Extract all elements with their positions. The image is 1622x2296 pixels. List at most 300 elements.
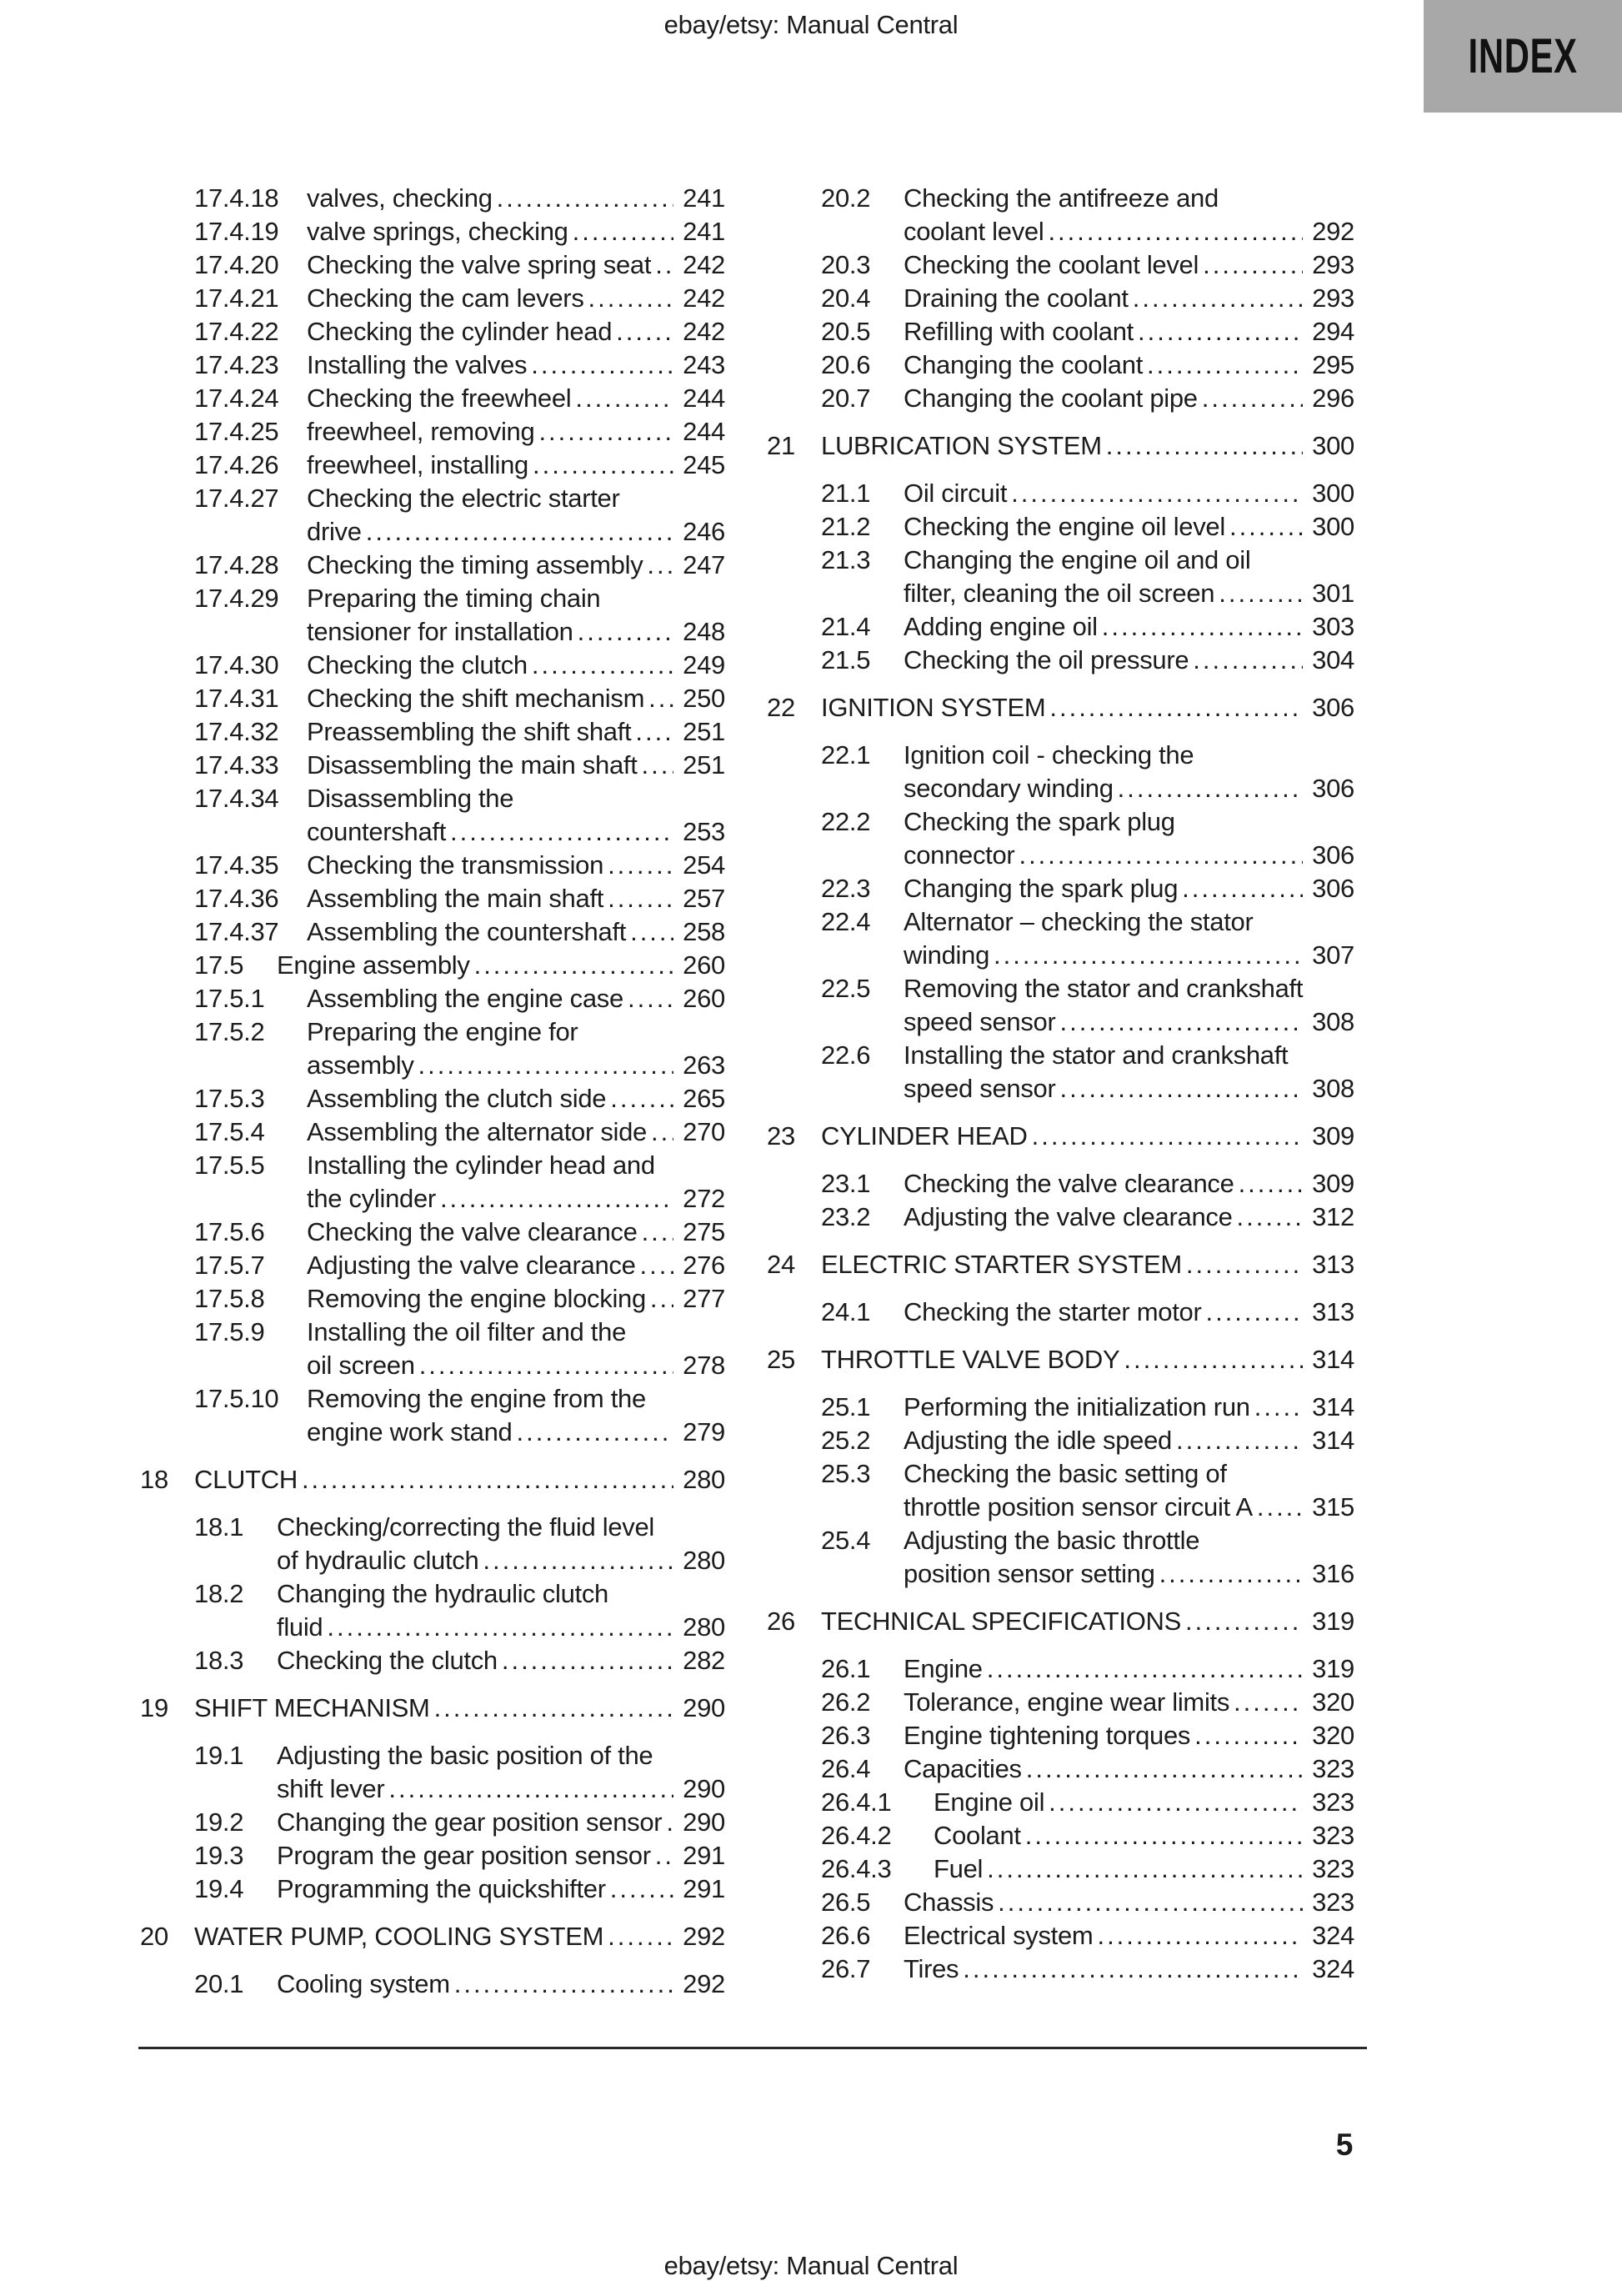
toc-entry-line [307, 782, 725, 815]
toc-entry-title: Engine oil [934, 1787, 1045, 1817]
toc-entry-title: Installing the stator and crankshaft [904, 1040, 1289, 1070]
toc-entry-line [307, 649, 725, 682]
toc-entry-number: 22.2 [821, 807, 871, 836]
toc-entry-page: 306 [1312, 874, 1354, 903]
page-number: 5 [1335, 2128, 1353, 2162]
dot-leader [497, 182, 673, 215]
toc-entry [140, 1149, 725, 1216]
toc-entry-line [307, 1349, 725, 1382]
toc-entry-title: Changing the hydraulic clutch [277, 1579, 608, 1608]
toc-entry-line [307, 982, 725, 1015]
toc-entry-page: 303 [1312, 612, 1354, 641]
dot-leader [1202, 382, 1303, 415]
toc-entry [767, 1686, 1354, 1719]
dot-leader [647, 549, 673, 582]
toc-entry-title: Engine tightening torques [904, 1721, 1191, 1750]
toc-entry-line [307, 849, 725, 882]
toc-entry [767, 1786, 1354, 1819]
toc-entry-number: 20.1 [194, 1969, 244, 1998]
toc-entry-title: Adjusting the idle speed [904, 1426, 1172, 1455]
toc-entry [140, 248, 725, 282]
toc-entry-page: 309 [1312, 1169, 1354, 1198]
toc-entry-line [904, 1457, 1354, 1491]
toc-entry [140, 1739, 725, 1806]
toc-entry-title: Checking the cam levers [307, 283, 584, 313]
toc-entry-title: freewheel, installing [307, 450, 528, 479]
toc-entry [767, 1953, 1354, 1986]
toc-entry [767, 644, 1354, 677]
dot-leader [1025, 1819, 1303, 1852]
toc-entry [140, 1316, 725, 1382]
toc-entry-number: 17.4.20 [194, 250, 279, 279]
toc-entry-number: 17.4.34 [194, 784, 279, 813]
dot-leader [616, 315, 673, 348]
toc-entry-title: Assembling the engine case [307, 984, 623, 1013]
toc-entry-title: Programming the quickshifter [277, 1874, 606, 1903]
toc-entry [767, 972, 1354, 1039]
dot-leader [642, 1216, 673, 1249]
toc-entry-line [904, 1719, 1354, 1752]
toc-entry-number: 24 [767, 1250, 795, 1279]
toc-entry-line [934, 1852, 1354, 1886]
toc-entry-title: Coolant [934, 1821, 1021, 1850]
toc-entry-line [277, 1739, 725, 1772]
toc-entry-title: Checking the starter motor [904, 1297, 1202, 1326]
dot-leader [1203, 248, 1303, 282]
dot-leader [418, 1049, 673, 1082]
toc-entry-title: speed sensor [904, 1007, 1056, 1036]
toc-entry-number: 17.4.22 [194, 317, 279, 346]
dot-leader [1011, 477, 1303, 510]
toc-entry-line [904, 1005, 1354, 1039]
dot-leader [1186, 1248, 1303, 1281]
toc-entry-number: 19.3 [194, 1841, 244, 1870]
toc-entry-page: 294 [1312, 317, 1354, 346]
toc-entry-title: Adjusting the basic position of the [277, 1741, 653, 1770]
toc-entry-number: 17.4.19 [194, 217, 279, 246]
toc-entry-number: 17.5.8 [194, 1284, 265, 1313]
toc-entry-page: 280 [683, 1546, 725, 1575]
toc-entry-line [307, 1382, 725, 1416]
toc-entry-number: 25.4 [821, 1526, 871, 1555]
toc-entry-page: 301 [1312, 579, 1354, 608]
footer-divider [138, 2047, 1367, 2049]
dot-leader [1237, 1201, 1303, 1234]
toc-entry-line [904, 805, 1354, 839]
toc-entry-line [904, 644, 1354, 677]
toc-entry-number: 20 [140, 1922, 168, 1951]
toc-entry-page: 263 [683, 1050, 725, 1080]
toc-entry-number: 17.4.25 [194, 417, 279, 446]
toc-entry-title: Checking the spark plug [904, 807, 1175, 836]
dot-leader [302, 1463, 673, 1496]
toc-entry-number: 21.5 [821, 645, 871, 674]
toc-entry-line [307, 682, 725, 715]
toc-entry-number: 17.4.29 [194, 584, 279, 613]
toc-entry-page: 309 [1312, 1121, 1354, 1151]
toc-entry-page: 316 [1312, 1559, 1354, 1588]
toc-entry-number: 22.3 [821, 874, 871, 903]
toc-entry [140, 782, 725, 849]
toc-entry-line [277, 1839, 725, 1872]
toc-entry-line [277, 1806, 725, 1839]
toc-entry-title: valves, checking [307, 183, 493, 213]
toc-entry-title: Removing the stator and crankshaft [904, 974, 1304, 1003]
toc-entry-title: LUBRICATION SYSTEM [821, 431, 1102, 460]
toc-entry-title: Engine assembly [277, 950, 470, 980]
toc-entry [140, 1382, 725, 1449]
toc-entry-page: 242 [683, 250, 725, 279]
toc-entry-page: 251 [683, 750, 725, 780]
toc-entry-page: 245 [683, 450, 725, 479]
header-document-title: ebay/etsy: Manual Central [663, 10, 959, 39]
toc-entry [140, 1806, 725, 1839]
toc-entry-line [821, 1248, 1354, 1281]
toc-entry-page: 280 [683, 1612, 725, 1642]
dot-leader [419, 1349, 673, 1382]
toc-entry-line [904, 610, 1354, 644]
toc-entry-line [307, 382, 725, 415]
toc-entry [140, 1839, 725, 1872]
toc-entry-line [307, 582, 725, 615]
toc-entry-title: Alternator – checking the stator [904, 907, 1254, 936]
toc-entry-number: 21.4 [821, 612, 871, 641]
toc-entry-page: 250 [683, 684, 725, 713]
toc-entry-line [307, 315, 725, 348]
toc-entry-line [194, 1920, 725, 1953]
toc-entry-title: oil screen [307, 1351, 415, 1380]
toc-entry-page: 308 [1312, 1007, 1354, 1036]
toc-entry-page: 270 [683, 1117, 725, 1146]
dot-leader [573, 215, 673, 248]
toc-entry-line [904, 544, 1354, 577]
dot-leader [1124, 1343, 1303, 1376]
toc-entry-page: 300 [1312, 431, 1354, 460]
toc-entry-page: 242 [683, 317, 725, 346]
toc-entry-line [904, 1201, 1354, 1234]
toc-entry-page: 323 [1312, 1854, 1354, 1883]
toc-entry-page: 293 [1312, 283, 1354, 313]
dot-leader [1060, 1005, 1303, 1039]
toc-entry-page: 244 [683, 417, 725, 446]
toc-entry-line [904, 1039, 1354, 1072]
toc-entry-line [904, 182, 1354, 215]
toc-entry-line [277, 1611, 725, 1644]
dot-leader [998, 1886, 1303, 1919]
toc-entry-line [904, 577, 1354, 610]
dot-leader [474, 949, 673, 982]
toc-entry-title: Assembling the main shaft [307, 884, 604, 913]
toc-entry-number: 19.4 [194, 1874, 244, 1903]
toc-entry-number: 20.2 [821, 183, 871, 213]
toc-entry-number: 26.7 [821, 1954, 871, 1983]
toc-entry-line [904, 972, 1354, 1005]
toc-entry-title: WATER PUMP, COOLING SYSTEM [194, 1922, 604, 1951]
toc-entry-line [904, 1524, 1354, 1557]
toc-entry-number: 26.4 [821, 1754, 871, 1783]
toc-entry-title: coolant level [904, 217, 1044, 246]
toc-entry-page: 293 [1312, 250, 1354, 279]
toc-entry-line [904, 1072, 1354, 1105]
toc-entry [767, 691, 1354, 724]
toc-entry-number: 26 [767, 1607, 795, 1636]
toc-entry-page: 313 [1312, 1297, 1354, 1326]
toc-entry [140, 449, 725, 482]
toc-entry [140, 348, 725, 382]
toc-entry-page: 276 [683, 1251, 725, 1280]
toc-entry-number: 26.6 [821, 1921, 871, 1950]
toc-entry-line [904, 315, 1354, 348]
toc-entry-number: 24.1 [821, 1297, 871, 1326]
dot-leader [655, 248, 673, 282]
toc-entry-line [904, 1686, 1354, 1719]
toc-entry-number: 17.4.31 [194, 684, 279, 713]
dot-leader [963, 1953, 1303, 1986]
dot-leader [1147, 348, 1303, 382]
toc-entry-number: 25.2 [821, 1426, 871, 1455]
toc-entry-number: 22.4 [821, 907, 871, 936]
toc-entry [140, 949, 725, 982]
toc-entry-title: Checking the cylinder head [307, 317, 613, 346]
dot-leader [1176, 1424, 1303, 1457]
toc-entry-page: 278 [683, 1351, 725, 1380]
toc-entry-title: shift lever [277, 1774, 385, 1803]
toc-entry-page: 314 [1312, 1392, 1354, 1421]
toc-entry-title: THROTTLE VALVE BODY [821, 1345, 1120, 1374]
dot-leader [531, 348, 673, 382]
toc-entry-line [307, 815, 725, 849]
toc-entry-line [904, 1953, 1354, 1986]
toc-entry-number: 23.2 [821, 1202, 871, 1231]
toc-entry-page: 324 [1312, 1954, 1354, 1983]
toc-entry-page: 295 [1312, 350, 1354, 379]
toc-entry-title: Installing the cylinder head and [307, 1151, 655, 1180]
toc-entry-title: Disassembling the main shaft [307, 750, 638, 780]
dot-leader [454, 1968, 673, 2001]
toc-entry-title: tensioner for installation [307, 617, 573, 646]
toc-entry-line [904, 1652, 1354, 1686]
toc-entry-title: Removing the engine blocking [307, 1284, 646, 1313]
toc-entry-number: 17.5.6 [194, 1217, 265, 1246]
toc-entry-line [904, 1391, 1354, 1424]
toc-entry-line [821, 1343, 1354, 1376]
toc-entry [767, 1605, 1354, 1638]
dot-leader [640, 1249, 673, 1282]
dot-leader [1133, 282, 1303, 315]
dot-leader [1193, 644, 1303, 677]
toc-entry-number: 17.5.7 [194, 1251, 265, 1280]
dot-leader [642, 749, 673, 782]
toc-entry-page: 247 [683, 550, 725, 579]
dot-leader [450, 815, 673, 849]
dot-leader [1229, 510, 1303, 544]
toc-entry-title: drive [307, 517, 362, 546]
toc-entry-title: Checking the timing assembly [307, 550, 643, 579]
toc-entry-page: 291 [683, 1841, 725, 1870]
toc-entry-title: Preparing the engine for [307, 1017, 578, 1046]
toc-entry-title: Assembling the alternator side [307, 1117, 648, 1146]
dot-leader [610, 1872, 673, 1906]
toc-entry-line [904, 477, 1354, 510]
toc-entry-line [307, 915, 725, 949]
toc-entry-line [307, 1082, 725, 1115]
toc-entry-line [277, 1644, 725, 1677]
toc-entry [767, 1248, 1354, 1281]
toc-entry-title: Adding engine oil [904, 612, 1098, 641]
toc-entry [767, 739, 1354, 805]
toc-entry-number: 17.4.30 [194, 650, 279, 679]
dot-leader [1060, 1072, 1303, 1105]
toc-entry-line [277, 1511, 725, 1544]
toc-entry-number: 17.5 [194, 950, 244, 980]
toc-entry-title: engine work stand [307, 1417, 513, 1446]
toc-entry-line [904, 348, 1354, 382]
toc-entry [767, 1919, 1354, 1953]
toc-entry [767, 1039, 1354, 1105]
toc-entry-title: Checking/correcting the fluid level [277, 1512, 655, 1542]
toc-entry [767, 429, 1354, 463]
dot-leader [1205, 1296, 1303, 1329]
toc-entry-line [904, 248, 1354, 282]
toc-entry [140, 649, 725, 682]
toc-entry-line [904, 1919, 1354, 1953]
toc-entry-title: Ignition coil - checking the [904, 740, 1194, 770]
toc-entry-page: 292 [683, 1969, 725, 1998]
toc-entry-line [307, 549, 725, 582]
toc-entry-line [904, 739, 1354, 772]
toc-entry-number: 19.2 [194, 1807, 244, 1837]
toc-entry [140, 1692, 725, 1725]
toc-entry [140, 1282, 725, 1316]
toc-entry-page: 279 [683, 1417, 725, 1446]
toc-entry-number: 17.4.21 [194, 283, 279, 313]
dot-leader [1049, 691, 1303, 724]
dot-leader [608, 849, 673, 882]
toc-entry-line [307, 715, 725, 749]
toc-entry-number: 17.5.4 [194, 1117, 265, 1146]
toc-entry-number: 26.4.2 [821, 1821, 892, 1850]
toc-entry-number: 20.5 [821, 317, 871, 346]
dot-leader [1106, 429, 1303, 463]
toc-entry-title: Cooling system [277, 1969, 450, 1998]
toc-entry-number: 25.1 [821, 1392, 871, 1421]
toc-entry-title: assembly [307, 1050, 414, 1080]
toc-entry-title: Changing the coolant [904, 350, 1144, 379]
toc-entry-line [194, 1692, 725, 1725]
dot-leader [483, 1544, 673, 1577]
toc-entry [140, 482, 725, 549]
toc-entry-line [307, 348, 725, 382]
toc-entry [767, 1167, 1354, 1201]
toc-entry-line [904, 905, 1354, 939]
toc-entry-title: Adjusting the valve clearance [904, 1202, 1233, 1231]
toc-entry-line [307, 1049, 725, 1082]
toc-entry [767, 382, 1354, 415]
toc-entry-page: 323 [1312, 1887, 1354, 1917]
toc-entry-number: 17.5.1 [194, 984, 265, 1013]
toc-entry [140, 1082, 725, 1115]
toc-entry-line [821, 1605, 1354, 1638]
toc-entry-title: Checking the valve clearance [307, 1217, 638, 1246]
toc-entry-page: 244 [683, 384, 725, 413]
toc-entry-number: 17.5.5 [194, 1151, 265, 1180]
toc-entry-number: 17.4.35 [194, 850, 279, 880]
toc-entry-line [307, 1015, 725, 1049]
toc-entry-page: 314 [1312, 1426, 1354, 1455]
toc-entry-number: 17.4.26 [194, 450, 279, 479]
dot-leader [575, 382, 673, 415]
toc-entry-number: 17.5.9 [194, 1317, 265, 1346]
toc-entry-line [934, 1786, 1354, 1819]
toc-entry-title: Adjusting the basic throttle [904, 1526, 1200, 1555]
dot-leader [1032, 1120, 1303, 1153]
toc-entry [140, 215, 725, 248]
toc-entry-line [307, 1249, 725, 1282]
toc-entry-number: 17.4.32 [194, 717, 279, 746]
toc-entry [140, 682, 725, 715]
toc-entry-line [904, 382, 1354, 415]
dot-leader [1138, 315, 1303, 348]
toc-entry-page: 248 [683, 617, 725, 646]
dot-leader [1257, 1491, 1303, 1524]
toc-entry-title: CYLINDER HEAD [821, 1121, 1028, 1151]
toc-entry-title: of hydraulic clutch [277, 1546, 479, 1575]
toc-entry-number: 21.2 [821, 512, 871, 541]
toc-entry [767, 1201, 1354, 1234]
toc-entry-number: 25 [767, 1345, 795, 1374]
toc-entry-title: Capacities [904, 1754, 1022, 1783]
toc-entry-body [767, 1605, 1354, 1638]
toc-entry-line [904, 1167, 1354, 1201]
toc-entry-title: Removing the engine from the [307, 1384, 646, 1413]
toc-entry-page: 251 [683, 717, 725, 746]
toc-entry-body [140, 1463, 725, 1496]
toc-entry-title: Tolerance, engine wear limits [904, 1687, 1230, 1717]
toc-entry [767, 1296, 1354, 1329]
toc-entry-title: Checking the transmission [307, 850, 604, 880]
dot-leader [1254, 1391, 1303, 1424]
toc-entry-number: 18.3 [194, 1646, 244, 1675]
toc-entry-line [821, 1120, 1354, 1153]
toc-entry-number: 19.1 [194, 1741, 244, 1770]
toc-entry [140, 1249, 725, 1282]
toc-entry-page: 243 [683, 350, 725, 379]
toc-entry-line [904, 872, 1354, 905]
toc-entry-title: Electrical system [904, 1921, 1094, 1950]
toc-entry-page: 319 [1312, 1654, 1354, 1683]
toc-entry-title: filter, cleaning the oil screen [904, 579, 1215, 608]
toc-entry-title: Installing the oil filter and the [307, 1317, 627, 1346]
toc-entry-line [277, 1872, 725, 1906]
toc-entry-line [277, 1544, 725, 1577]
toc-entry-number: 18.1 [194, 1512, 244, 1542]
toc-entry-title: secondary winding [904, 774, 1114, 803]
toc-entry-number: 26.5 [821, 1887, 871, 1917]
toc-entry-line [307, 615, 725, 649]
toc-entry-line [307, 1149, 725, 1182]
toc-entry [767, 1120, 1354, 1153]
dot-leader [1234, 1686, 1303, 1719]
toc-entry-title: Assembling the countershaft [307, 917, 627, 946]
toc-entry-number: 17.4.36 [194, 884, 279, 913]
toc-entry [140, 1115, 725, 1149]
toc-entry [140, 982, 725, 1015]
toc-entry-page: 277 [683, 1284, 725, 1313]
toc-entry-number: 17.5.10 [194, 1384, 279, 1413]
toc-entry-page: 260 [683, 984, 725, 1013]
toc-entry-page: 249 [683, 650, 725, 679]
dot-leader [434, 1692, 673, 1725]
